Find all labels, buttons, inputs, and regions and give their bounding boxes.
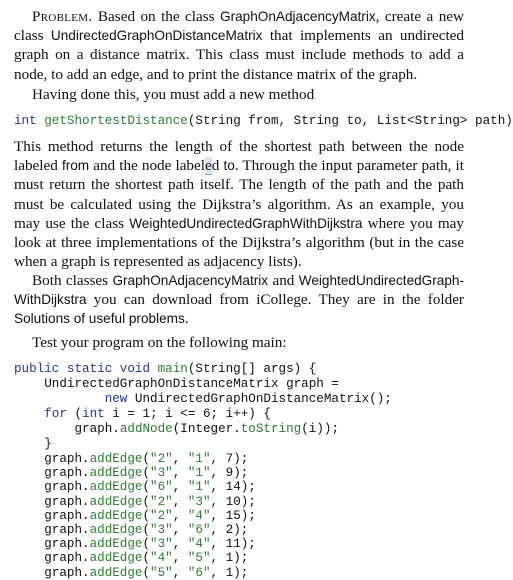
- desc-text-c: . Through the input parameter path, it must return the shortest path itself. The length of the path and the path must be calculated using the Dijkstra’s algorithm. As an example, you may use the class: [14, 157, 464, 232]
- download-text-a: Both classes: [32, 272, 113, 289]
- code-edge-weight: 1: [225, 565, 234, 580]
- download-paragraph: [14, 271, 464, 329]
- test-intro: [14, 333, 464, 352]
- code-fn-addedge: addEdge: [89, 551, 143, 566]
- class-name-undirected-distance: UndirectedGraphOnDistanceMatrix: [50, 28, 263, 44]
- problem-label: Problem.: [32, 8, 93, 25]
- problem-text-c: that implements an undirected graph on a distance matrix. This class must include methods to add a node, to add an edge, and to print the distance matrix of the graph.: [14, 27, 464, 83]
- code-comma: ,: [210, 466, 226, 481]
- problem-text-a: Based on the class: [97, 8, 220, 25]
- code-graph-ref: graph.: [14, 452, 90, 466]
- code-end: );: [240, 508, 256, 523]
- code-line-addedge: [14, 480, 256, 494]
- param-from: from: [61, 158, 90, 174]
- code-edge-to: "6": [187, 523, 211, 537]
- code-comma: ,: [210, 494, 226, 509]
- code-line-addedge: [14, 551, 248, 565]
- code-line-main: [14, 362, 316, 376]
- method-description: [14, 137, 464, 271]
- code-comma: ,: [172, 494, 188, 509]
- desc-text-a: This method returns the length of the shortest path between the node labeled: [14, 138, 464, 175]
- code-fn-addedge: addEdge: [89, 494, 143, 509]
- code-paren: (: [142, 551, 151, 566]
- code-paren: (: [142, 494, 151, 509]
- code-comma: ,: [172, 565, 188, 580]
- code-line-addnode: [14, 422, 339, 436]
- code-paren: (: [74, 407, 83, 421]
- code-comma: ,: [210, 480, 226, 495]
- code-line-addedge: [14, 466, 248, 480]
- signature-return-type: int: [14, 114, 37, 128]
- code-comma: ,: [172, 551, 188, 566]
- code-constructor: UndirectedGraphOnDistanceMatrix();: [134, 392, 392, 406]
- code-paren: (: [142, 565, 151, 580]
- code-end: );: [240, 480, 256, 495]
- code-edge-from: "3": [150, 523, 173, 537]
- code-edge-from: "2": [150, 452, 173, 466]
- code-end: );: [233, 466, 249, 481]
- code-main-args: (String[] args) {: [187, 362, 317, 376]
- code-edge-from: "3": [150, 466, 173, 481]
- code-for-cond: i = 1; i <= 6; i++) {: [104, 407, 271, 421]
- code-fn-addedge: addEdge: [89, 466, 143, 481]
- code-paren: (: [142, 466, 151, 481]
- code-fn-main: main: [157, 362, 188, 376]
- folder-name: Solutions of useful problems: [14, 311, 185, 327]
- code-paren: (: [142, 508, 151, 523]
- code-fn-tostring: toString: [240, 422, 302, 436]
- class-name-graph-adjacency: GraphOnAdjacencyMatrix: [220, 9, 376, 24]
- code-line-addedge: [14, 452, 248, 466]
- code-edge-from: "2": [150, 508, 173, 523]
- code-fn-addnode: addNode: [119, 422, 173, 436]
- desc-text-d: where you may look at three implementations of the Dijkstra’s algorithm (but in the case when a graph is represented as adjacency lists).: [14, 214, 464, 271]
- code-end: );: [240, 537, 256, 552]
- code-end: );: [240, 494, 256, 509]
- code-comma: ,: [172, 523, 188, 537]
- code-fn-addedge: addEdge: [89, 537, 143, 552]
- code-comma: ,: [210, 565, 226, 580]
- code-kw-new: new: [14, 392, 135, 406]
- code-graph-ref: graph.: [14, 551, 90, 566]
- code-edge-to: "1": [187, 452, 211, 466]
- code-edge-to: "1": [187, 480, 211, 495]
- code-comma: ,: [172, 537, 188, 552]
- download-text-b: and: [268, 272, 299, 289]
- param-to: to: [223, 158, 235, 174]
- code-edge-to: "6": [187, 565, 211, 580]
- code-comma: ,: [210, 537, 226, 552]
- code-graph-ref: graph.: [14, 480, 90, 495]
- code-line-addedge: [14, 495, 256, 509]
- desc-text-b2: d: [211, 157, 224, 175]
- method-intro: [14, 85, 464, 104]
- problem-paragraph: [14, 7, 464, 84]
- code-edge-weight: 11: [225, 537, 241, 552]
- code-edge-from: "6": [150, 480, 173, 495]
- code-edge-from: "5": [150, 565, 173, 580]
- signature-params: (String from, String to, List<String> path): [187, 114, 513, 128]
- code-edge-to: "3": [187, 494, 211, 509]
- code-line-for: [14, 407, 271, 421]
- code-graph-ref: graph.: [14, 537, 90, 552]
- method-intro-text: Having done this, you must add a new method: [32, 86, 315, 103]
- code-comma: ,: [210, 523, 226, 537]
- code-edge-to: "5": [187, 551, 211, 566]
- code-fn-addedge: addEdge: [89, 565, 143, 580]
- code-edge-weight: 14: [225, 480, 241, 495]
- desc-text-b: and the node label: [89, 157, 205, 175]
- code-fn-addedge: addEdge: [89, 508, 143, 523]
- code-end: );: [233, 452, 249, 466]
- code-kw-int: int: [82, 407, 105, 421]
- code-kw-for: for: [14, 407, 75, 421]
- code-paren: (: [142, 523, 151, 537]
- test-intro-text: Test your program on the following main:: [32, 334, 287, 351]
- code-line-decl: UndirectedGraphOnDistanceMatrix graph =: [14, 377, 339, 391]
- code-edge-to: "4": [187, 537, 211, 552]
- code-end: );: [233, 523, 249, 537]
- signature-method-name: getShortestDistance: [44, 114, 188, 128]
- code-edge-to: "1": [187, 466, 211, 481]
- code-comma: ,: [172, 466, 188, 481]
- code-comma: ,: [210, 508, 226, 523]
- code-line-addedge: [14, 537, 256, 551]
- code-graph-ref: graph.: [14, 523, 90, 537]
- code-end: );: [233, 551, 249, 566]
- code-graph-ref: graph.: [14, 508, 90, 523]
- code-integer: (Integer.: [172, 422, 241, 436]
- code-line-addedge: [14, 566, 248, 580]
- code-graph-ref: graph.: [14, 422, 120, 436]
- code-edge-weight: 2: [225, 523, 234, 537]
- code-edge-weight: 10: [225, 494, 241, 509]
- code-fn-addedge: addEdge: [89, 523, 143, 537]
- code-line-new: [14, 392, 392, 406]
- code-paren: (: [142, 452, 151, 466]
- code-paren: (: [142, 480, 151, 495]
- code-comma: ,: [172, 452, 188, 466]
- code-edge-weight: 15: [225, 508, 241, 523]
- download-text-c: you can download from iCollege. They are in the folder: [86, 291, 464, 309]
- code-edge-from: "3": [150, 537, 173, 552]
- class-name-weighted-dijkstra-2: WeightedUndirectedGraph-WithDijkstra: [14, 273, 464, 308]
- code-edge-from: "2": [150, 494, 173, 509]
- code-edge-from: "4": [150, 551, 173, 566]
- code-comma: ,: [172, 508, 188, 523]
- code-graph-ref: graph.: [14, 565, 90, 580]
- code-edge-weight: 9: [225, 466, 234, 481]
- code-comma: ,: [172, 480, 188, 495]
- code-kw-public-static-void: public static void: [14, 362, 158, 376]
- code-comma: ,: [210, 551, 226, 566]
- code-arg-i: (i));: [301, 422, 340, 436]
- method-signature: [14, 114, 513, 128]
- code-graph-ref: graph.: [14, 466, 90, 481]
- code-edge-weight: 7: [225, 452, 234, 466]
- code-line-close-for: }: [14, 437, 52, 451]
- code-comma: ,: [210, 452, 226, 466]
- code-edge-weight: 1: [225, 551, 234, 566]
- download-text-d: .: [184, 310, 189, 328]
- problem-text-b: , create a new class: [14, 8, 464, 45]
- code-paren: (: [142, 537, 151, 552]
- code-edge-to: "4": [187, 508, 211, 523]
- class-name-graph-adjacency-2: GraphOnAdjacencyMatrix: [112, 273, 269, 288]
- code-line-addedge: [14, 509, 256, 523]
- class-name-weighted-dijkstra: WeightedUndirectedGraphWithDijkstra: [129, 215, 363, 231]
- code-fn-addedge: addEdge: [89, 480, 143, 495]
- code-graph-ref: graph.: [14, 494, 90, 509]
- code-line-addedge: [14, 523, 248, 537]
- code-end: );: [233, 565, 249, 580]
- code-fn-addedge: addEdge: [89, 452, 143, 466]
- text-cursor-highlight[interactable]: e: [205, 157, 212, 175]
